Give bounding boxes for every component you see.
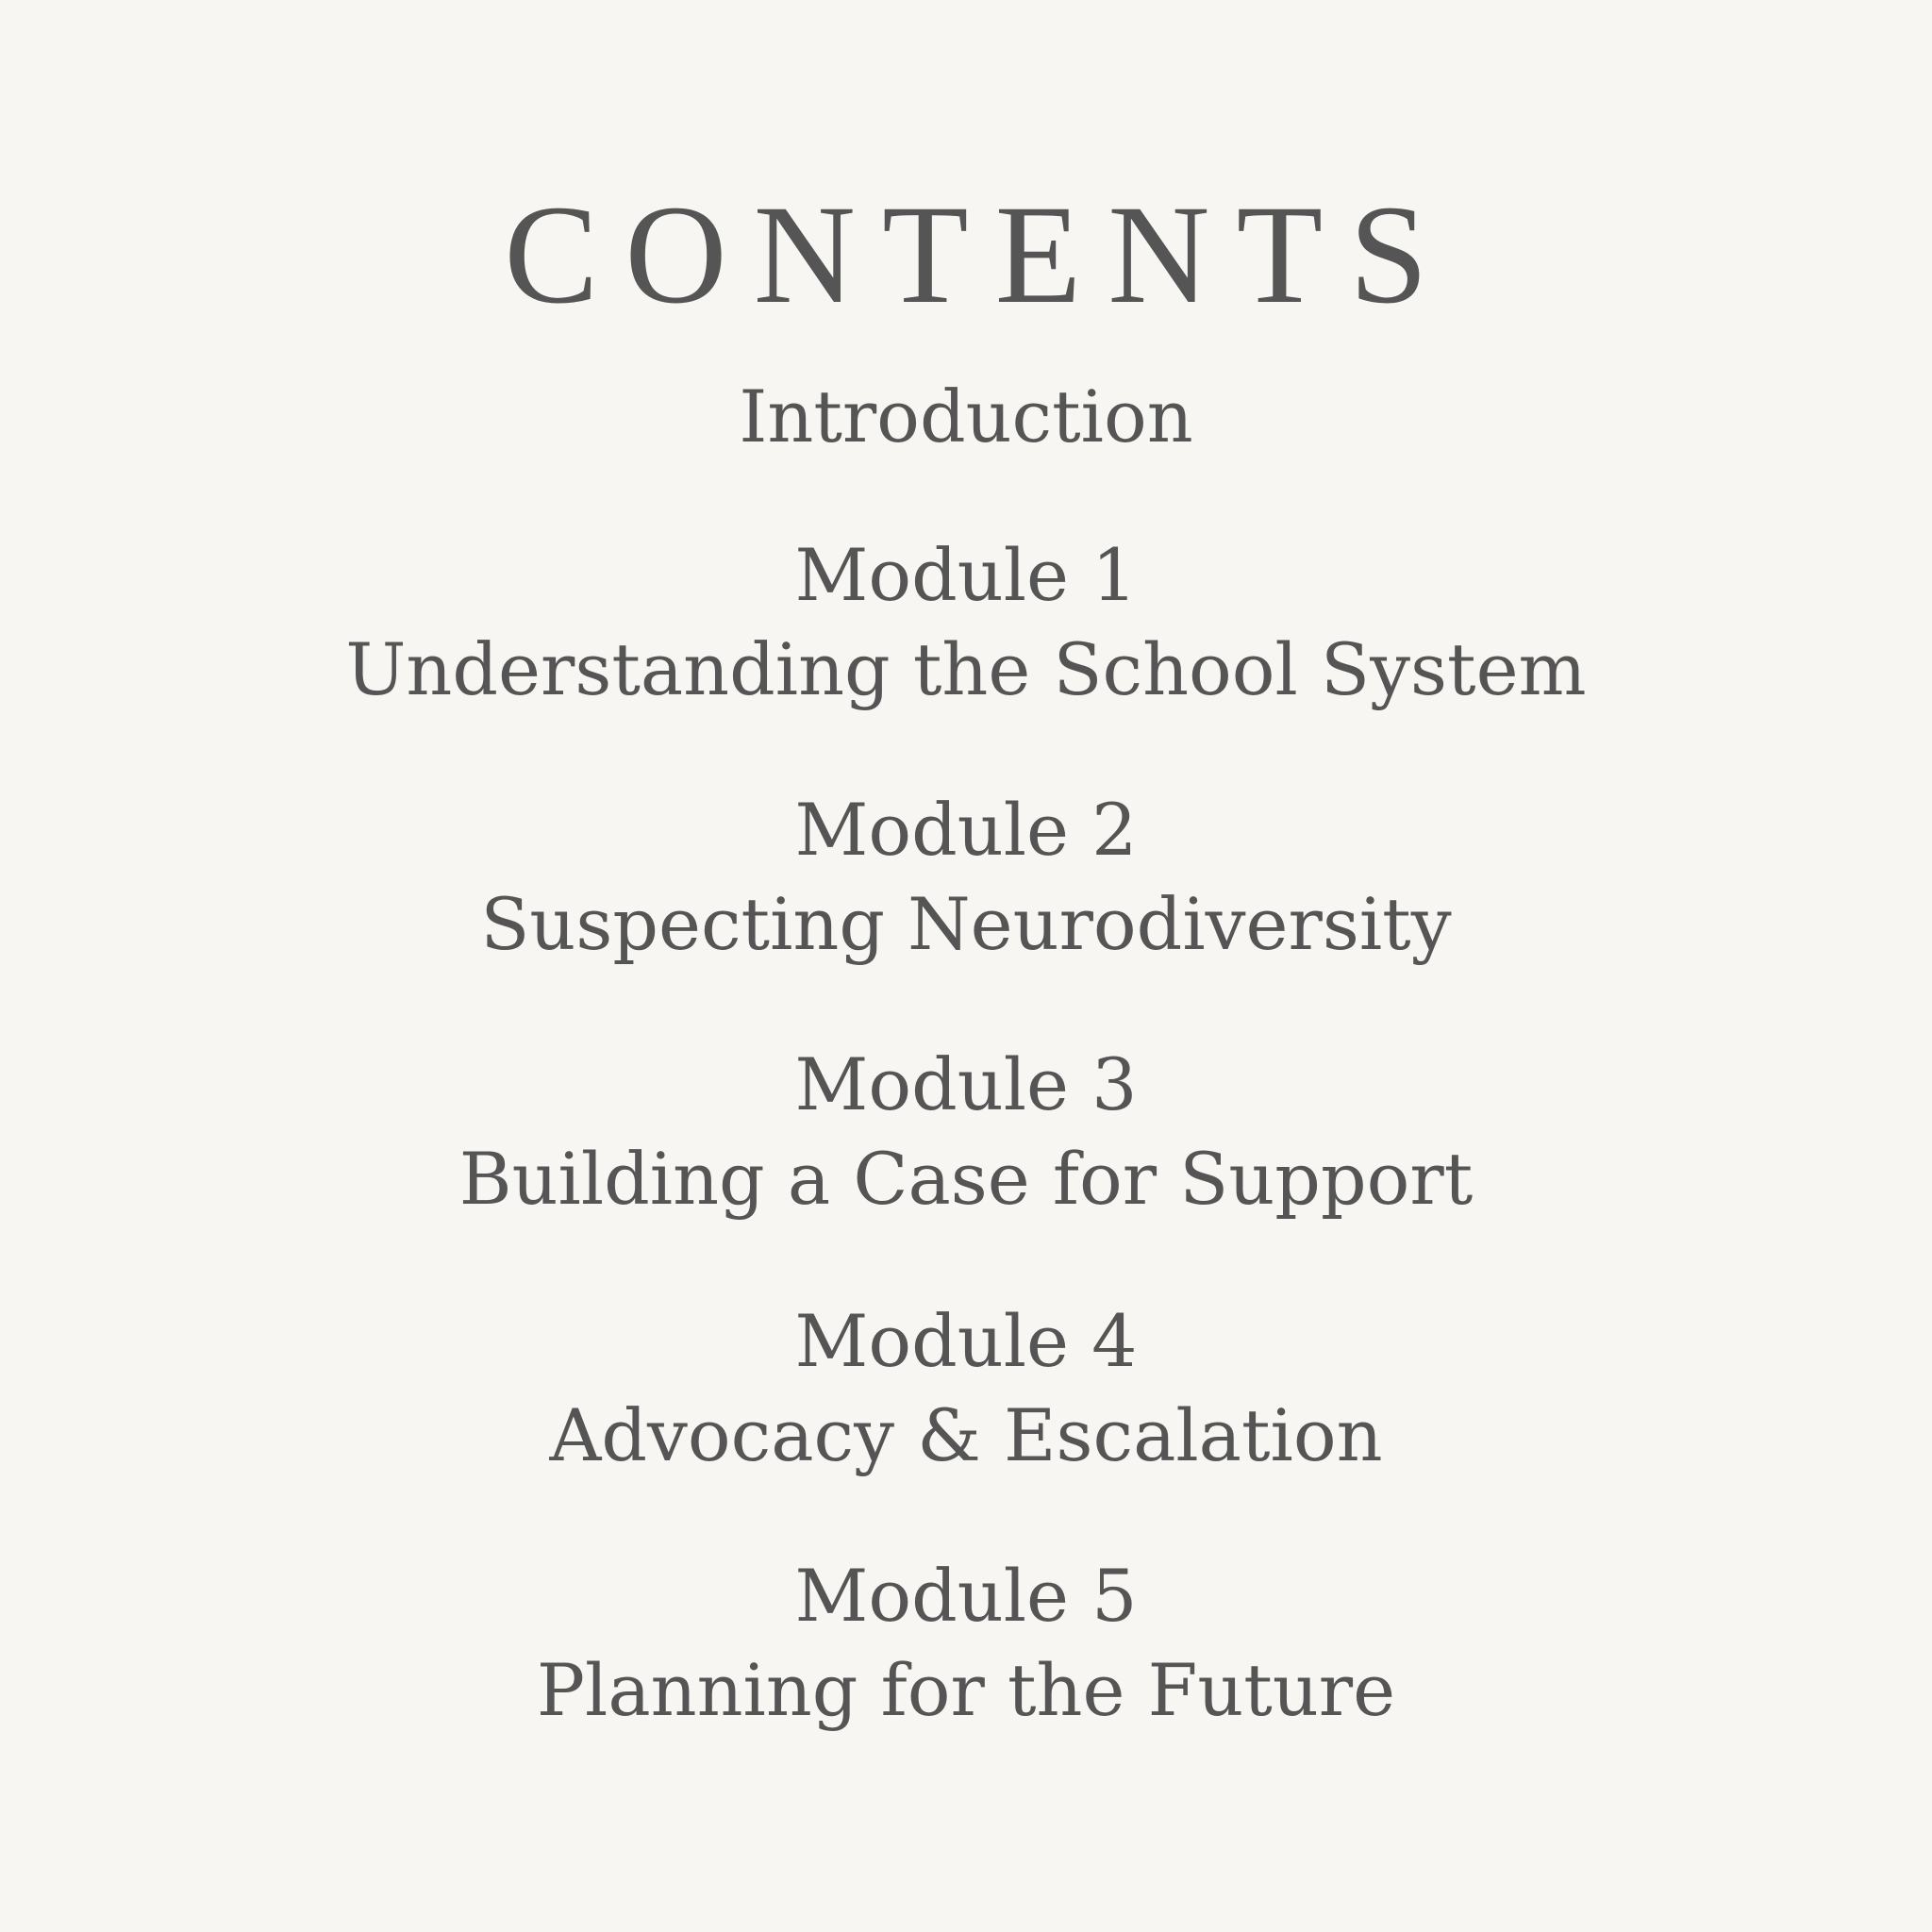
module-1-title: Understanding the School System bbox=[345, 627, 1587, 711]
module-2-title: Suspecting Neurodiversity bbox=[480, 882, 1452, 966]
module-4-label: Module 4 bbox=[794, 1299, 1138, 1383]
module-4-title: Advocacy & Escalation bbox=[549, 1393, 1383, 1477]
module-2-label: Module 2 bbox=[794, 788, 1138, 872]
introduction-entry: Introduction bbox=[739, 375, 1193, 458]
module-5-title: Planning for the Future bbox=[536, 1648, 1396, 1732]
page-title: CONTENTS bbox=[504, 176, 1455, 333]
module-5-label: Module 5 bbox=[794, 1554, 1138, 1638]
module-1-label: Module 1 bbox=[794, 533, 1138, 617]
module-3-title: Building a Case for Support bbox=[458, 1137, 1474, 1221]
module-3-label: Module 3 bbox=[794, 1042, 1138, 1126]
